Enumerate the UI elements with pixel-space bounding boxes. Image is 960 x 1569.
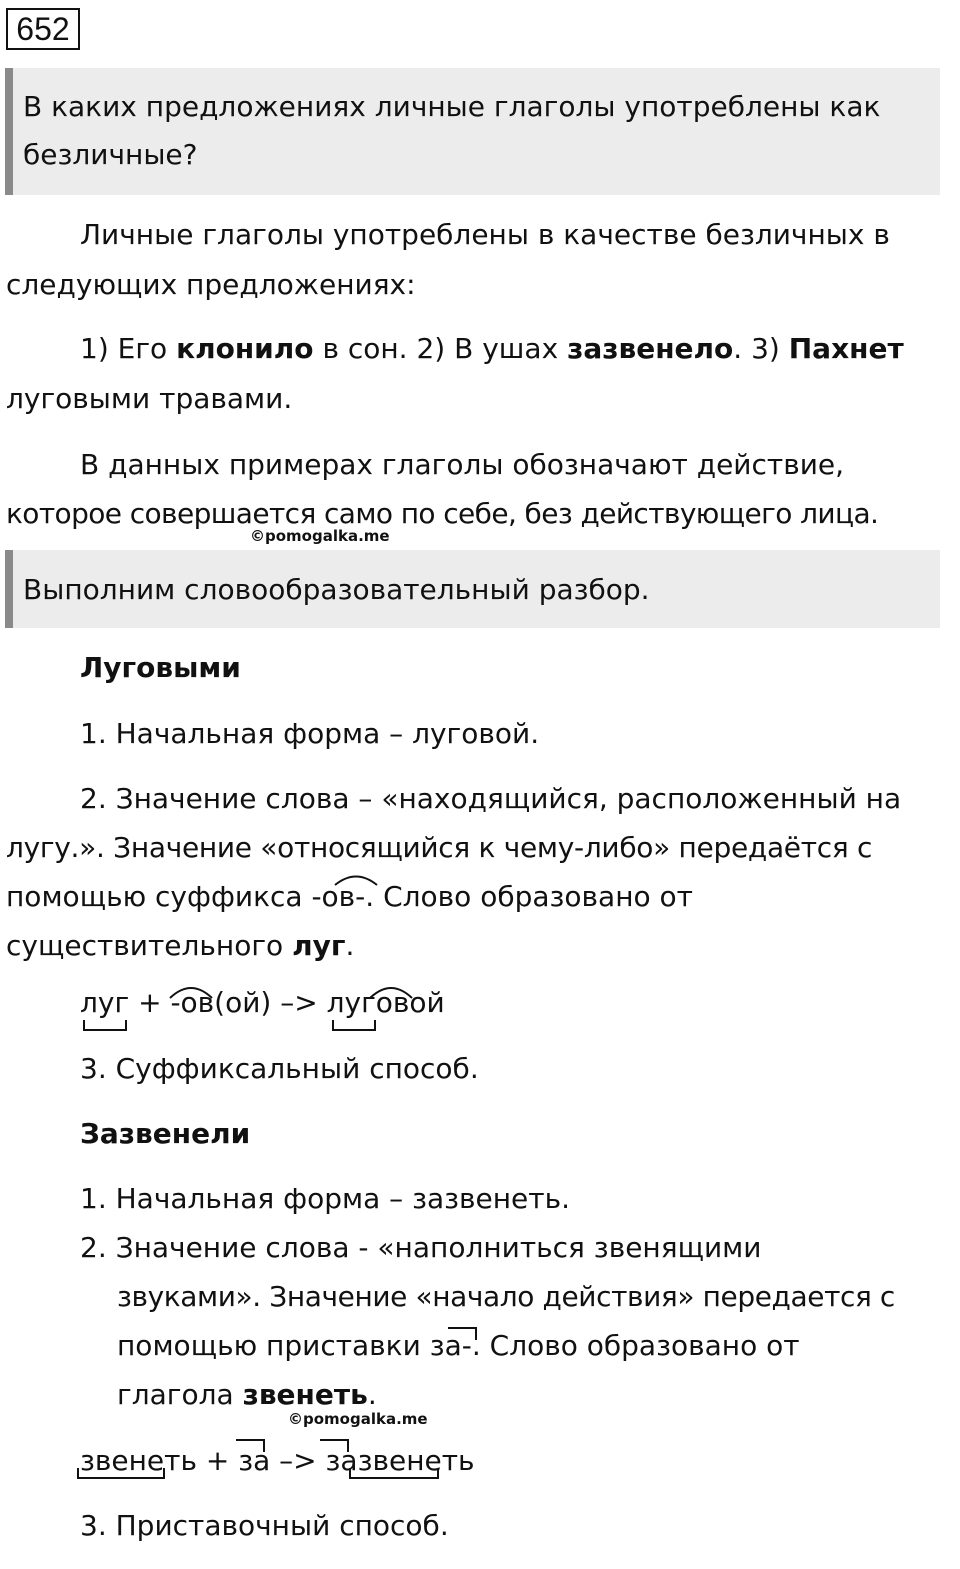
task-number: 652 [6,8,80,50]
question-box [5,68,940,195]
word2-source-word: звенеть [242,1378,368,1411]
word1-item-2-line-1: 2. Значение слова – «находящийся, расположенный на [80,782,902,815]
word1-item-2-line-4 [6,929,354,963]
question-line-2: безличные? [23,138,198,171]
word2-source-prefix: глагола [117,1378,243,1411]
root-bracket-mark [333,1020,375,1030]
word2-item-2-line-2: звуками». Значение «начало действия» передается с [117,1280,895,1313]
watermark-2: ©pomogalka.me [288,1410,428,1428]
word1-source-prefix: существительного [6,929,293,962]
word2-formula: звенеть + за –> зазвенеть [80,1444,475,1477]
word1-item-2-line-2: лугу.». Значение «относящийся к чему-либо» передаётся с [6,831,873,864]
word2-title [80,1117,250,1151]
word1-item-3: 3. Суффиксальный способ. [80,1052,479,1085]
examples-line-2: луговыми травами. [6,382,293,415]
word2-item-1: 1. Начальная форма – зазвенеть. [80,1182,570,1215]
section-header-box [5,550,940,628]
word2-source-suffix: . [367,1378,377,1411]
examples-line-1 [80,332,904,366]
word2-item-3: 3. Приставочный способ. [80,1509,449,1542]
explanation-line-2: которое совершается само по себе, без действующего лица. [6,497,879,530]
example-verb-2: зазвенело [567,332,734,365]
word2-item-2-line-1: 2. Значение слова - «наполниться звенящими [80,1231,762,1264]
word2-item-2-line-4 [117,1378,377,1412]
root-bracket-mark [84,1020,126,1030]
example-verb-3: Пахнет [788,332,904,365]
word1-item-1: 1. Начальная форма – луговой. [80,717,540,750]
section-header: Выполним словообразовательный разбор. [23,573,650,606]
word1-item-2-line-3: помощью суффикса -ов-. Слово образовано от [6,880,693,913]
word2-title-text: Зазвенели [80,1117,251,1150]
answer-intro-line-2: следующих предложениях: [6,268,416,301]
examples-text-2: в сон. 2) В ушах [313,332,568,365]
word1-title [80,651,241,685]
examples-text-1: 1) Его [80,332,177,365]
word2-item-2-line-3: помощью приставки за-. Слово образовано от [117,1329,800,1362]
answer-intro-line-1: Личные глаголы употреблены в качестве безличных в [80,218,890,251]
example-verb-1: клонило [176,332,314,365]
word1-formula: луг + -ов(ой) –> луговой [80,986,445,1019]
question-line-1: В каких предложениях личные глаголы употреблены как [23,90,881,123]
watermark-1: ©pomogalka.me [250,527,390,545]
examples-text-3: . 3) [733,332,789,365]
word1-source-word: луг [292,929,346,962]
word1-title-text: Луговыми [80,651,241,684]
word1-source-suffix: . [345,929,355,962]
explanation-line-1: В данных примерах глаголы обозначают действие, [80,448,845,481]
